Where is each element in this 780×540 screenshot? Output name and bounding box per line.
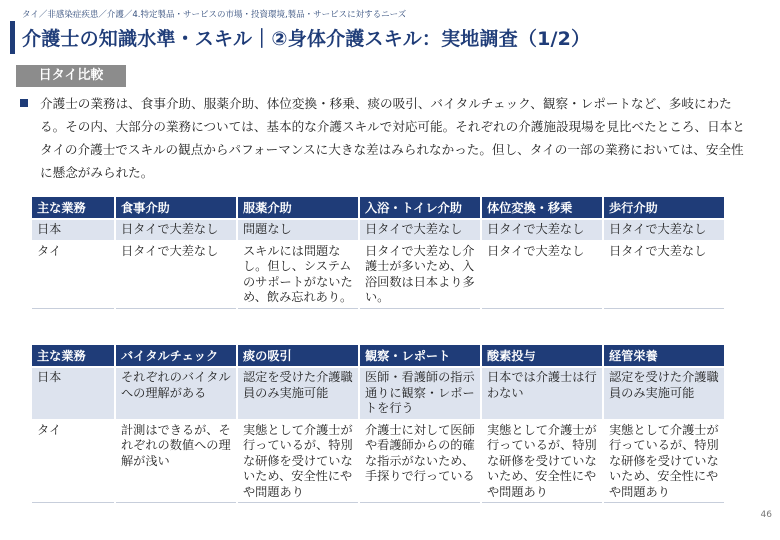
table-cell: 実態として介護士が行っているが、特別な研修を受けていないため、安全性にやや問題あり <box>604 421 724 504</box>
table-header-cell: 経管栄養 <box>604 345 724 366</box>
table-row-thailand <box>32 421 724 504</box>
table-cell: 日タイで大差なし <box>482 242 602 309</box>
table-row-thailand <box>32 242 724 309</box>
comparison-table-1 <box>30 195 726 311</box>
page-number: 46 <box>760 510 772 520</box>
summary-text: 介護士の業務は、食事介助、服薬介助、体位変換・移乗、痰の吸引、バイタルチェック、観察・レポートなど、多岐にわたる。その内、大部分の業務については、基本的な介護スキルで対応可能。それぞれの介護施設現場を見比べたところ、日本とタイの介護士でスキルの観点からパフォーマンスに大きな差はみられなかった。但し、タイの一部の業務においては、安全性に懸念がみられた。 <box>40 96 745 180</box>
table-cell: 日タイで大差なし <box>116 220 236 240</box>
section-badge: 日タイ比較 <box>16 65 126 87</box>
table-cell: 日タイで大差なし <box>116 242 236 309</box>
table-row-japan <box>32 368 724 419</box>
comparison-table-2 <box>30 343 726 505</box>
table-cell: 日タイで大差なし <box>360 220 480 240</box>
table-header-cell: 観察・レポート <box>360 345 480 366</box>
table-header-cell: 酸素投与 <box>482 345 602 366</box>
table-cell: 日タイで大差なし介護士が多いため、入浴回数は日本より多い。 <box>360 242 480 309</box>
row-label: タイ <box>32 242 114 309</box>
table-cell: 日タイで大差なし <box>604 220 724 240</box>
table-header-row <box>32 197 724 218</box>
table-cell: 実態として介護士が行っているが、特別な研修を受けていないため、安全性にやや問題あり <box>238 421 358 504</box>
table-cell: スキルには問題なし。但し、システムのサポートがないため、飲み忘れあり。 <box>238 242 358 309</box>
table-cell: 日タイで大差なし <box>604 242 724 309</box>
table-header-row <box>32 345 724 366</box>
table-cell: 認定を受けた介護職員のみ実施可能 <box>604 368 724 419</box>
table-header-cell: 歩行介助 <box>604 197 724 218</box>
table-header-cell: 主な業務 <box>32 197 114 218</box>
table-header-cell: 主な業務 <box>32 345 114 366</box>
table-header-cell: 入浴・トイレ介助 <box>360 197 480 218</box>
page-title: 介護士の知識水準・スキル｜②身体介護スキル：実地調査（1/2） <box>22 28 591 50</box>
table-row-japan <box>32 220 724 240</box>
table-header-cell: 服薬介助 <box>238 197 358 218</box>
table-cell: 実態として介護士が行っているが、特別な研修を受けていないため、安全性にやや問題あり <box>482 421 602 504</box>
table-cell: 計測はできるが、それぞれの数値への理解が浅い <box>116 421 236 504</box>
table-header-cell: 食事介助 <box>116 197 236 218</box>
table-cell: それぞれのバイタルへの理解がある <box>116 368 236 419</box>
table-cell: 認定を受けた介護職員のみ実施可能 <box>238 368 358 419</box>
table-cell: 介護士に対して医師や看護師からの的確な指示がないため、手探りで行っている <box>360 421 480 504</box>
row-label: 日本 <box>32 368 114 419</box>
table-header-cell: バイタルチェック <box>116 345 236 366</box>
table-cell: 医師・看護師の指示通りに観察・レポートを行う <box>360 368 480 419</box>
table-cell: 日本では介護士は行わない <box>482 368 602 419</box>
table-header-cell: 痰の吸引 <box>238 345 358 366</box>
table-header-cell: 体位変換・移乗 <box>482 197 602 218</box>
row-label: 日本 <box>32 220 114 240</box>
row-label: タイ <box>32 421 114 504</box>
bullet-square-icon <box>20 99 28 107</box>
table-cell: 日タイで大差なし <box>482 220 602 240</box>
breadcrumb: タイ／非感染症疾患／介護／4.特定製品・サービスの市場・投資環境,製品・サービスに対するニーズ <box>22 10 407 20</box>
table-cell: 問題なし <box>238 220 358 240</box>
title-accent-bar <box>10 21 15 54</box>
